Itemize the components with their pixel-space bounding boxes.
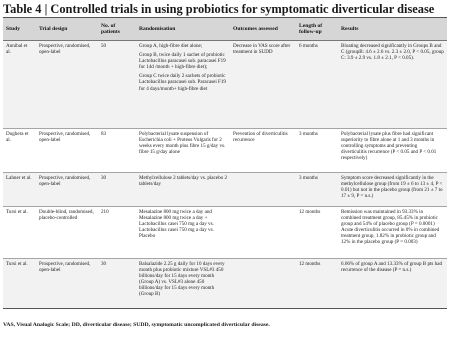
header-results: Results: [338, 18, 447, 41]
cell-patients: 30: [98, 173, 136, 207]
cell-patients: 210: [98, 207, 136, 259]
cell-trial-design: Prospective, randomised, open-label: [36, 129, 98, 173]
cell-trial-design: Double-blind, randomised, placebo-controlled: [36, 207, 98, 259]
cell-outcomes: Prevention of diverticulitis recurrence: [230, 129, 296, 173]
cell-outcomes: [230, 207, 296, 259]
cell-patients: 50: [98, 41, 136, 129]
randomisation-group-b: Group B, twice daily 1 sachet of probiotic Lactobacillus paracasei sub. paracasei F19 for 14d /month + high-fibre diet);: [139, 52, 226, 71]
cell-study: Tursi et al.: [3, 207, 36, 259]
cell-results: Bloating decreased significantly in Groups B and C (groupB: 4.6 ± 2.6 vs. 2.3 ± 2.0, P < 0.05, group C: 3.9 ± 2.9 vs. 1.8 ± 2.1, P < 0.05).: [338, 41, 447, 129]
header-outcomes-assessed: Outcomes assessed: [230, 18, 296, 41]
cell-randomisation: [136, 41, 230, 129]
title-separator: |: [44, 2, 48, 16]
cell-follow-up: 12 months: [296, 259, 338, 309]
cell-follow-up: 6 months: [296, 41, 338, 129]
randomisation-group-a: Group A, high-fibre diet alone;: [139, 43, 203, 49]
cell-results: Polybacterial lysate plus fibre had significant superiority to fibre alone at 1 and 3 months in controlling symptoms and preventing diverticulitis recurrence (P < 0.05 and P < 0.01 respectively): [338, 129, 447, 173]
header-study: Study: [3, 18, 36, 41]
cell-results: Remission was maintained in 93.33% in combined treatment group, 85.45% in probiotic group and 54% of placebo group (P = 0.0001) Acute diverticulitis occurred in 0% in combined treatment group, 1.82% in probiotic group and 12% in the placebo group (P = 0.003): [338, 207, 447, 259]
cell-follow-up: 3 months: [296, 173, 338, 207]
cell-study: Annibal et al.: [3, 41, 36, 129]
cell-randomisation: Methylcellulose 2 tablets/day vs. placebo 2 tablets/day: [136, 173, 230, 207]
table-row: [3, 129, 447, 173]
cell-patients: 83: [98, 129, 136, 173]
cell-study: Lahner et al.: [3, 173, 36, 207]
table-caption: Controlled trials in using probiotics for symptomatic diverticular disease: [50, 2, 435, 16]
cell-randomisation: Mesalazine 800 mg twice a day and Mesalazine 800 mg twice a day + Lactobacillus casei 750 mg a day vs. Lactobacillus casei 750 mg a day vs. Placebo: [136, 207, 230, 259]
cell-trial-design: Prospective, randomised, open-label: [36, 41, 98, 129]
cell-trial-design: Prospective, randomised, open-label: [36, 173, 98, 207]
table-row: [3, 207, 447, 259]
table-row: [3, 173, 447, 207]
cell-follow-up: 3 months: [296, 129, 338, 173]
cell-follow-up: 12 months: [296, 207, 338, 259]
cell-study: Dughera et al.: [3, 129, 36, 173]
table-row: [3, 259, 447, 309]
cell-trial-design: Prospective, randomised, open-label: [36, 259, 98, 309]
cell-outcomes: [230, 173, 296, 207]
header-length-of-follow-up: Length of follow-up: [296, 18, 338, 41]
table-row: [3, 41, 447, 129]
header-row: [3, 18, 447, 41]
header-randomisation: Randomisation: [136, 18, 230, 41]
cell-randomisation: Polybacterial lysate suspension of Escherichia coli + Proteus Vulgaris for 2 weeks every month plus fibre 15 g/day vs. fibre 15 g/day alone: [136, 129, 230, 173]
cell-outcomes: Decrease in VAS score after treatment in SUDD: [230, 41, 296, 129]
header-trial-design: Trial design: [36, 18, 98, 41]
header-no-of-patients: No. of patients: [98, 18, 136, 41]
trials-table: [3, 17, 447, 309]
cell-patients: 30: [98, 259, 136, 309]
cell-outcomes: [230, 259, 296, 309]
randomisation-group-c: Group C twice daily 2 sachets of probiotic Lactobacillus paracasei sub. Paracasei F19 for 4 days/month+ high-fibre diet: [139, 73, 226, 92]
cell-results: Symptom score decreased significantly in the methylcellulose group (from 19 ± 6 to 13 ± 4, P < 0.01) but not in the placebo group (from 21 ± 7 to 17 ± 9, P = n.s.): [338, 173, 447, 207]
cell-randomisation: Balsalazide 2.25 g daily for 10 days every month plus probiotic mixture VSL#3 450 billions/day for 15 days every month (Group A) vs. VSL#3 alone 450 billions/day for 15 days every month (Group B): [136, 259, 230, 309]
cell-study: Tursi et al.: [3, 259, 36, 309]
table-title: [3, 2, 448, 17]
table-label: Table 4: [3, 2, 42, 16]
table-footnote: VAS, Visual Analogic Scale; DD, diverticular disease; SUDD, symptomatic uncomplicated diverticular disease.: [3, 322, 270, 328]
cell-results: 6.66% of group A and 13.33% of group B pts had recurrence of the disease (P = n.s.): [338, 259, 447, 309]
